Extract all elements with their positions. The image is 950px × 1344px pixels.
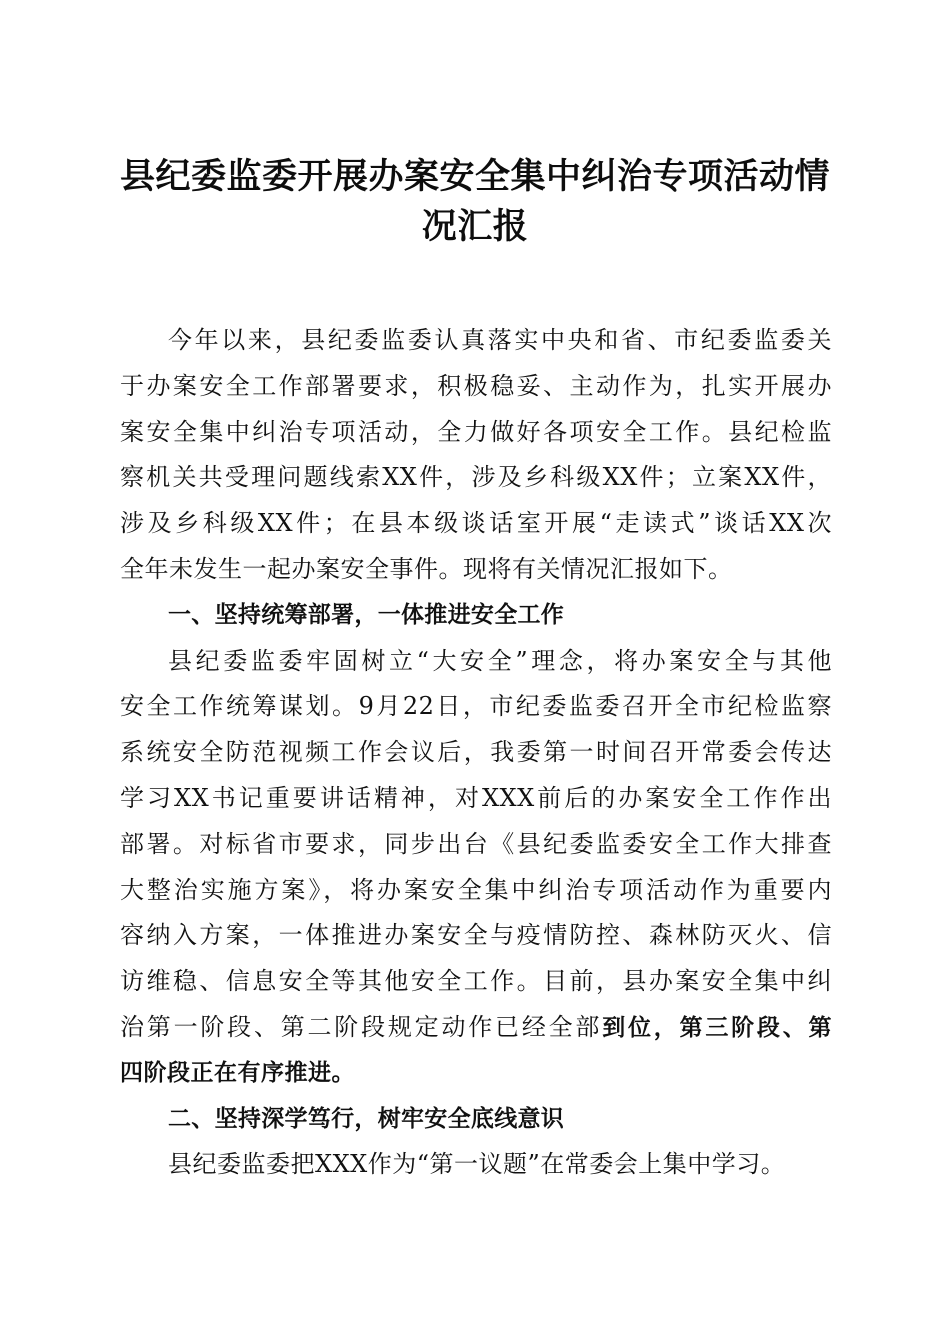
document-body xyxy=(120,318,832,1188)
document-title xyxy=(110,152,840,252)
paragraph-2-line-1: 县纪委监委牢固树立“大安全”理念，将办案安全与其他 xyxy=(168,646,832,675)
paragraph-2-line-10: 四阶段正在有序推进。 xyxy=(120,1059,355,1086)
paragraph-1-line-5: 涉及乡科级XX件；在县本级谈话室开展“走读式”谈话XX次 xyxy=(120,509,832,538)
paragraph-2-line-6: 大整治实施方案》，将办案安全集中纠治专项活动作为重要内 xyxy=(120,875,832,904)
section-heading-1: 一、坚持统筹部署，一体推进安全工作 xyxy=(168,601,565,628)
paragraph-2-line-9 xyxy=(120,1005,832,1051)
paragraph-2-line-7: 容纳入方案，一体推进办案安全与疫情防控、森林防灭火、信 xyxy=(120,921,832,950)
section-heading-2: 二、坚持深学笃行，树牢安全底线意识 xyxy=(168,1105,565,1132)
paragraph-3-line-1: 县纪委监委把XXX作为“第一议题”在常委会上集中学习。 xyxy=(168,1150,786,1179)
paragraph-2-line-4: 学习XX书记重要讲话精神，对XXX前后的办案安全工作作出 xyxy=(120,783,832,812)
paragraph-1-line-1: 今年以来，县纪委监委认真落实中央和省、市纪委监委关 xyxy=(168,326,832,354)
paragraph-2-line-9-bold: 到位，第三阶段、第 xyxy=(602,1014,833,1041)
paragraph-1-line-6: 全年未发生一起办案安全事件。现将有关情况汇报如下。 xyxy=(120,554,733,583)
paragraph-1-line-2: 于办案安全工作部署要求，积极稳妥、主动作为，扎实开展办 xyxy=(120,371,832,400)
paragraph-2-line-8: 访维稳、信息安全等其他安全工作。目前，县办案安全集中纠 xyxy=(120,967,832,996)
paragraph-1-line-4: 察机关共受理问题线索XX件，涉及乡科级XX件；立案XX件， xyxy=(120,463,832,492)
paragraph-2-line-2: 安全工作统筹谋划。9月22日，市纪委监委召开全市纪检监察 xyxy=(120,692,832,721)
paragraph-2-line-3: 系统安全防范视频工作会议后，我委第一时间召开常委会传达 xyxy=(120,738,832,767)
title-line-2: 况汇报 xyxy=(421,206,529,247)
title-line-1: 县纪委监委开展办案安全集中纠治专项活动情 xyxy=(119,156,830,197)
paragraph-2-line-9-normal: 治第一阶段、第二阶段规定动作已经全部 xyxy=(120,1012,603,1041)
paragraph-2-line-5: 部署。对标省市要求，同步出台《县纪委监委安全工作大排查 xyxy=(120,829,832,858)
paragraph-1-line-3: 案安全集中纠治专项活动，全力做好各项安全工作。县纪检监 xyxy=(120,417,832,446)
